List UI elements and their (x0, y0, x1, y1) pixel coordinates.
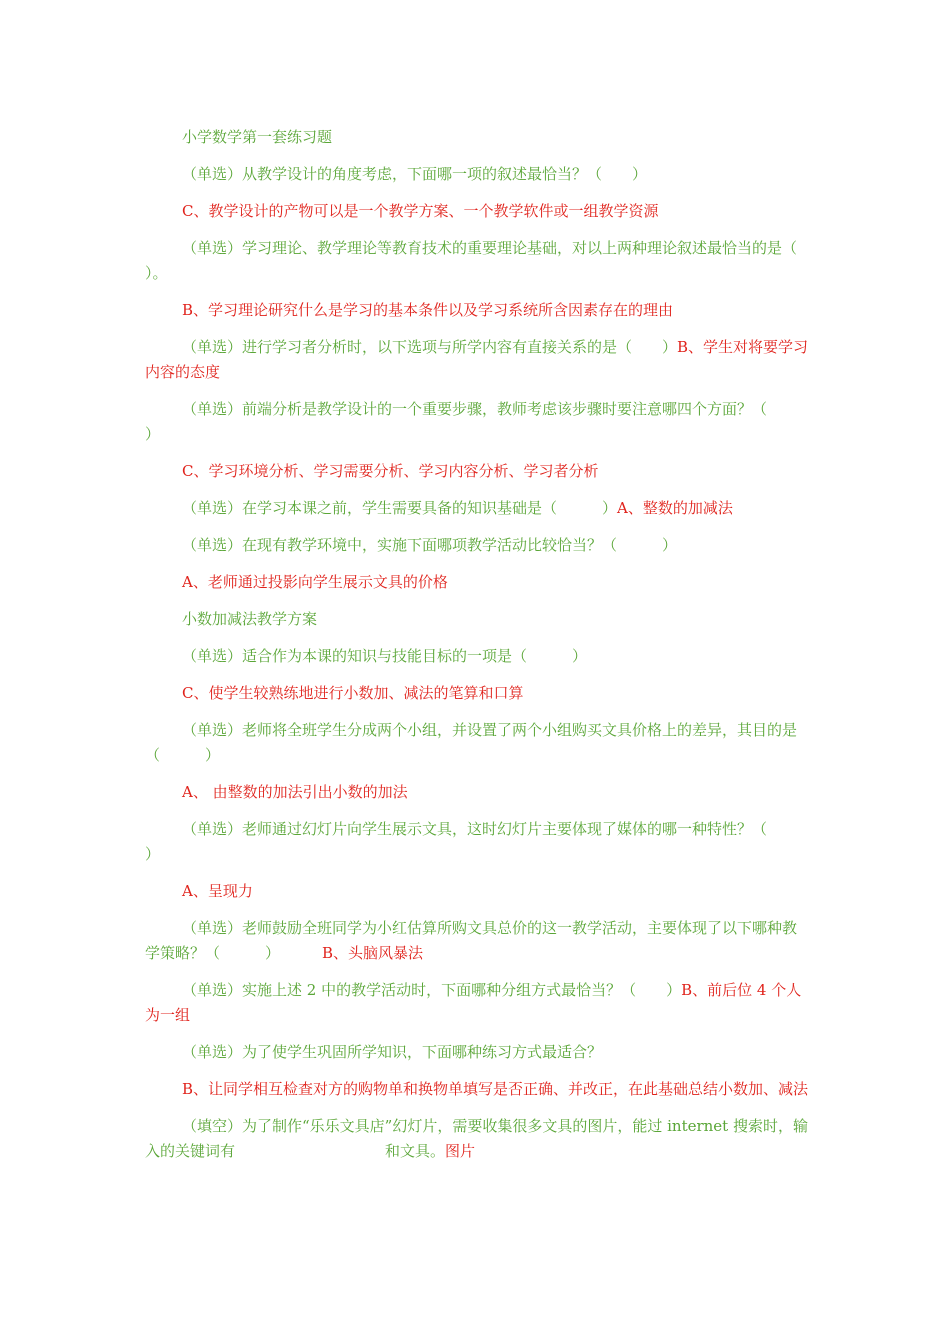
answer-1: C、教学设计的产物可以是一个教学方案、一个教学软件或一组教学资源 (182, 202, 659, 220)
answer-11: B、前后位 4 个人为一组 (145, 981, 802, 1024)
answer-9: A、呈现力 (182, 882, 253, 900)
question-8: （单选）老师将全班学生分成两个小组，并设置了两个小组购买文具价格上的差异，其目的是（ ） (145, 721, 798, 764)
question-13-part2: 和文具。 (385, 1142, 446, 1160)
question-13-block (145, 1114, 810, 1164)
answer-7: C、使学生较熟练地进行小数加、减法的笔算和口算 (182, 684, 524, 702)
question-4: （单选）前端分析是教学设计的一个重要步骤，教师考虑该步骤时要注意哪四个方面？（ ） (145, 400, 813, 443)
doc-title: 小学数学第一套练习题 (182, 128, 333, 146)
question-13-part1: （填空）为了制作“乐乐文具店”幻灯片，需要收集很多文具的图片，能过 internet 搜索时，输入的关键词有 (145, 1117, 808, 1160)
answer-3: B、学生对将要学习内容的态度 (145, 338, 809, 381)
answer-8: A、 由整数的加法引出小数的加法 (182, 783, 408, 801)
question-2: （单选）学习理论、教学理论等教育技术的重要理论基础，对以上两种理论叙述最恰当的是（ ）。 (145, 239, 843, 282)
question-5-block (145, 496, 810, 521)
question-10: （单选）老师鼓励全班同学为小红估算所购文具总价的这一教学活动，主要体现了以下哪种教学策略？（ ） (145, 919, 798, 962)
answer-12: B、让同学相互检查对方的购物单和换物单填写是否正确、并改正，在此基础总结小数加、减法 (182, 1080, 809, 1098)
answer-10: B、头脑风暴法 (322, 944, 424, 962)
section-title: 小数加减法教学方案 (182, 610, 318, 628)
question-1: （单选）从教学设计的角度考虑，下面哪一项的叙述最恰当？（ ） (182, 165, 648, 183)
question-3-block (145, 335, 810, 385)
document-body (145, 125, 843, 1176)
answer-6: A、老师通过投影向学生展示文具的价格 (182, 573, 448, 591)
question-12: （单选）为了使学生巩固所学知识，下面哪种练习方式最适合？ (182, 1043, 603, 1061)
question-9: （单选）老师通过幻灯片向学生展示文具，这时幻灯片主要体现了媒体的哪一种特性？（ ） (145, 820, 813, 863)
question-7: （单选）适合作为本课的知识与技能目标的一项是（ ） (182, 647, 588, 665)
question-3: （单选）进行学习者分析时，以下选项与所学内容有直接关系的是（ ） (182, 338, 678, 356)
question-10-block (145, 916, 810, 966)
answer-2: B、学习理论研究什么是学习的基本条件以及学习系统所含因素存在的理由 (182, 301, 674, 319)
question-11: （单选）实施上述 2 中的教学活动时，下面哪种分组方式最恰当？（ ） (182, 981, 682, 999)
question-5: （单选）在学习本课之前，学生需要具备的知识基础是（ ） (182, 499, 618, 517)
answer-4: C、学习环境分析、学习需要分析、学习内容分析、学习者分析 (182, 462, 599, 480)
question-11-block (145, 978, 810, 1028)
answer-5: A、整数的加减法 (617, 499, 733, 517)
answer-13: 图片 (445, 1142, 476, 1160)
question-6: （单选）在现有教学环境中，实施下面哪项教学活动比较恰当？（ ） (182, 536, 678, 554)
